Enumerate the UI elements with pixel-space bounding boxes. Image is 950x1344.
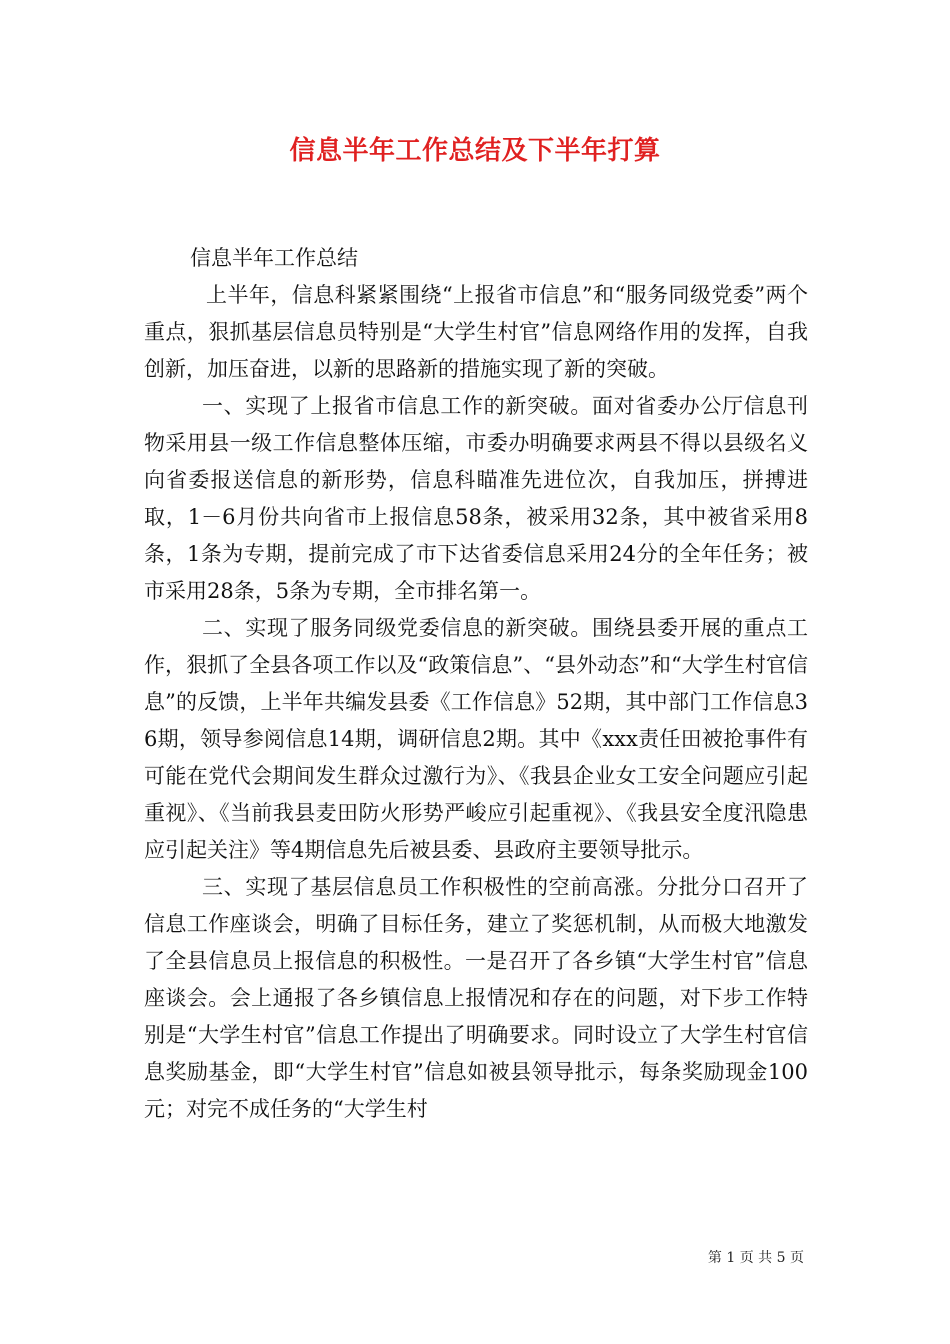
document-body [144,240,808,1128]
paragraph-intro: 上半年，信息科紧紧围绕“上报省市信息”和“服务同级党委”两个重点，狠抓基层信息员特别是“大学生村官”信息网络作用的发挥，自我创新，加压奋进，以新的思路新的措施实现了新的突破。 [144,283,808,381]
paragraph-section-1: 一、实现了上报省市信息工作的新突破。面对省委办公厅信息刊物采用县一级工作信息整体压缩，市委办明确要求两县不得以县级名义向省委报送信息的新形势，信息科瞄准先进位次，自我加压，拼搏进取，1－6月份共向省市上报信息58条，被采用32条，其中被省采用8条，1条为专期，提前完成了市下达省委信息采用24分的全年任务；被市采用28条，5条为专期，全市排名第一。 [144,394,808,603]
section-subheading: 信息半年工作总结 [190,246,358,270]
paragraph-section-3: 三、实现了基层信息员工作积极性的空前高涨。分批分口召开了信息工作座谈会，明确了目标任务，建立了奖惩机制，从而极大地激发了全县信息员上报信息的积极性。一是召开了各乡镇“大学生村官”信息座谈会。会上通报了各乡镇信息上报情况和存在的问题，对下步工作特别是“大学生村官”信息工作提出了明确要求。同时设立了大学生村官信息奖励基金，即“大学生村官”信息如被县领导批示，每条奖励现金100元；对完不成任务的“大学生村 [144,875,808,1121]
document-title: 信息半年工作总结及下半年打算 [289,136,661,166]
page-number-indicator: 第 1 页 共 5 页 [707,1250,804,1266]
paragraph-section-2: 二、实现了服务同级党委信息的新突破。围绕县委开展的重点工作，狠抓了全县各项工作以及“政策信息”、“县外动态”和“大学生村官信息”的反馈，上半年共编发县委《工作信息》52期，其中部门工作信息36期，领导参阅信息14期，调研信息2期。其中《xxx责任田被抢事件有可能在党代会期间发生群众过激行为》、《我县企业女工安全问题应引起重视》、《当前我县麦田防火形势严峻应引起重视》、《我县安全度汛隐患应引起关注》等4期信息先后被县委、县政府主要领导批示。 [144,616,808,862]
